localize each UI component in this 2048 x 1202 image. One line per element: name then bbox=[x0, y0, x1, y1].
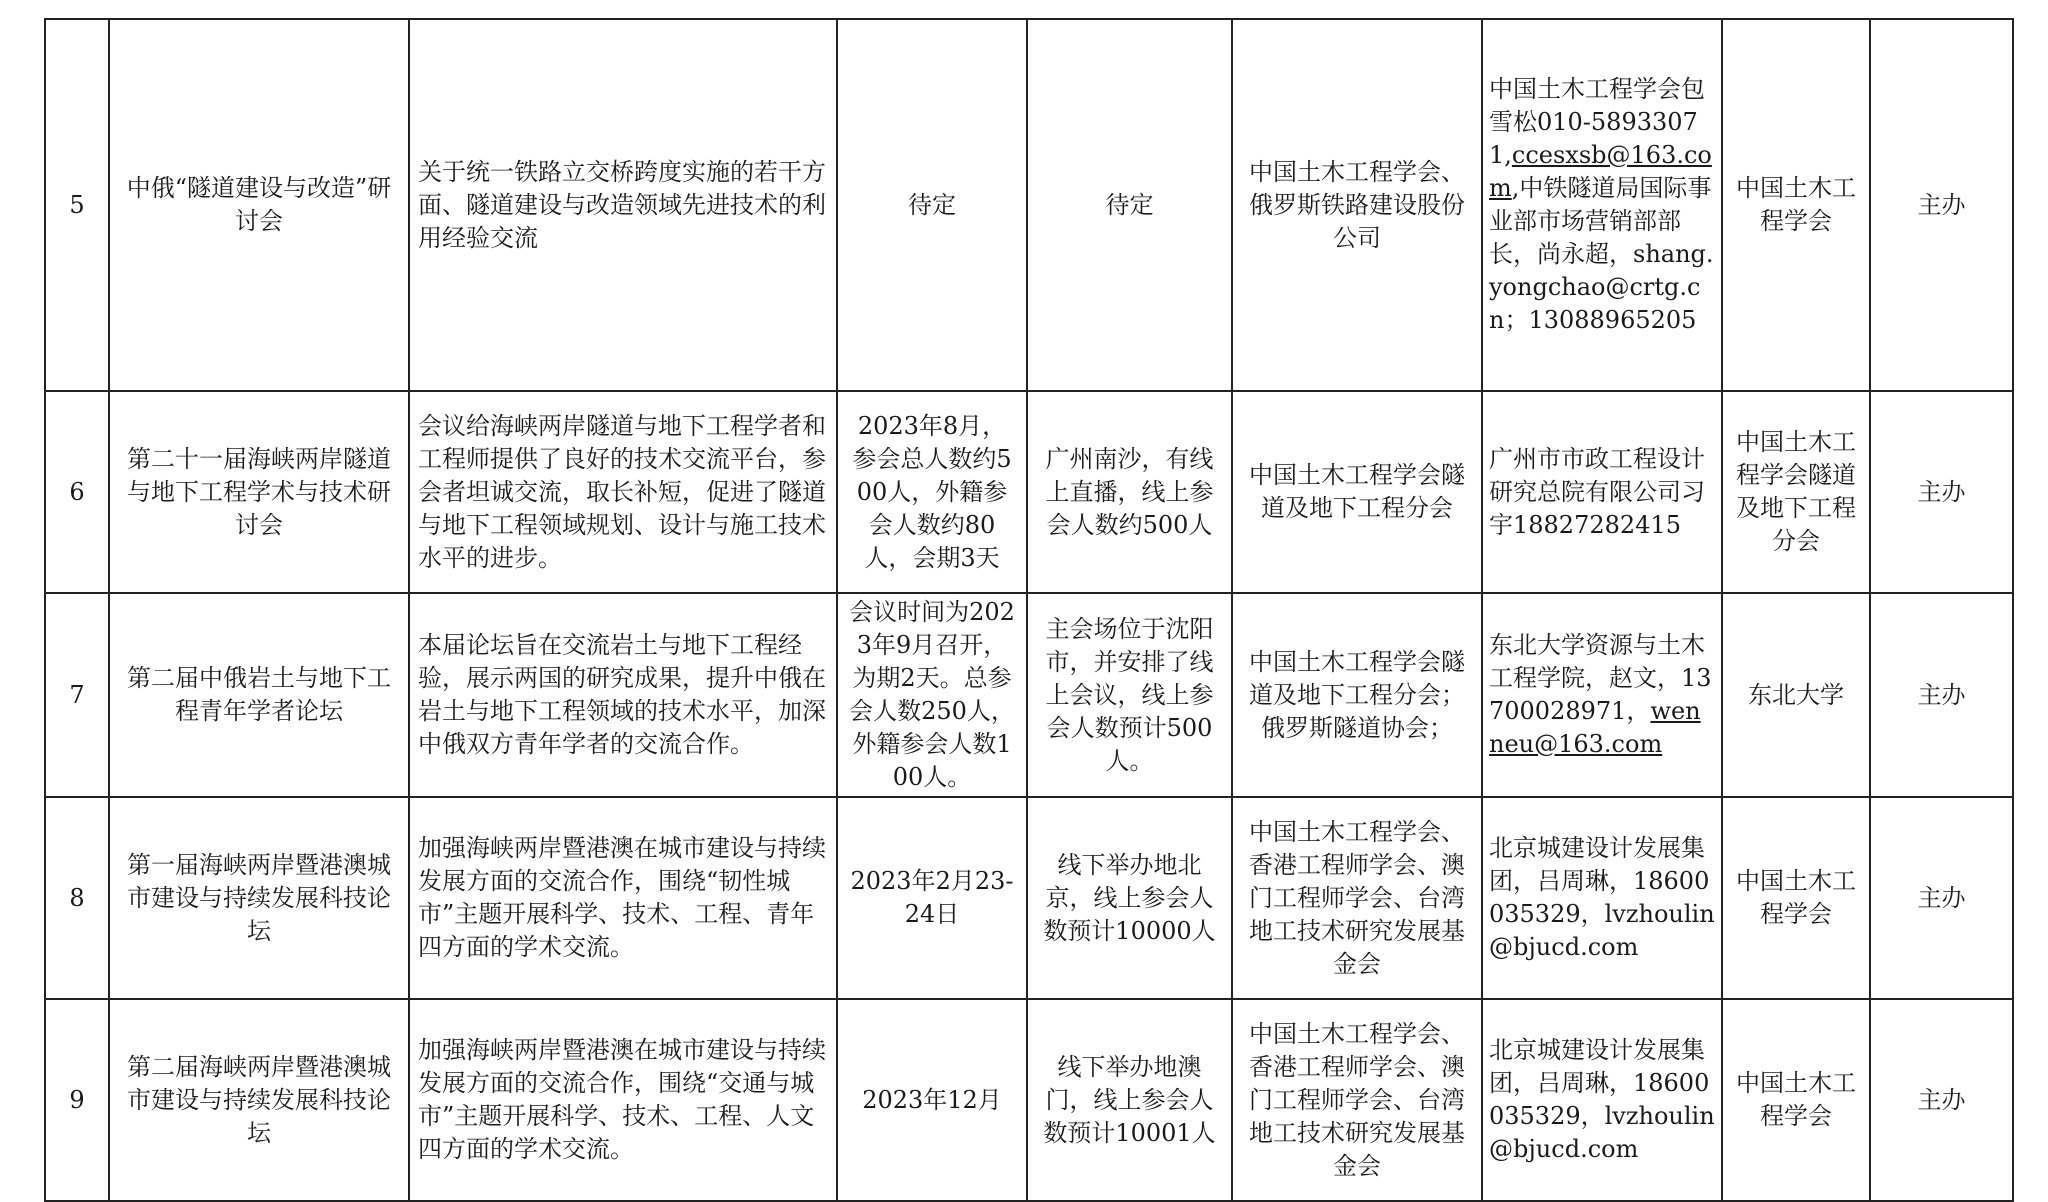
contact-text: 东北大学资源与土木工程学院，赵文，13700028971， bbox=[1489, 631, 1712, 725]
host-unit: 东北大学 bbox=[1722, 593, 1870, 797]
table-row bbox=[45, 391, 2013, 593]
conference-place: 线下举办地北京，线上参会人数预计10000人 bbox=[1027, 797, 1232, 999]
conference-time: 会议时间为2023年9月召开，为期2天。总参会人数250人，外籍参会人数100人。 bbox=[837, 593, 1027, 797]
contact-info bbox=[1482, 797, 1722, 999]
table-row bbox=[45, 593, 2013, 797]
conference-organizer: 中国土木工程学会隧道及地下工程分会；俄罗斯隧道协会； bbox=[1232, 593, 1482, 797]
contact-info bbox=[1482, 999, 1722, 1201]
conference-time: 待定 bbox=[837, 19, 1027, 391]
conference-place: 线下举办地澳门，线上参会人数预计10001人 bbox=[1027, 999, 1232, 1201]
host-role: 主办 bbox=[1870, 19, 2013, 391]
contact-text: 广州市市政工程设计研究总院有限公司习宇18827282415 bbox=[1489, 444, 1705, 539]
conference-content: 会议给海峡两岸隧道与地下工程学者和工程师提供了良好的技术交流平台，参会者坦诚交流，取长补短，促进了隧道与地下工程领域规划、设计与施工技术水平的进步。 bbox=[409, 391, 837, 593]
host-role: 主办 bbox=[1870, 391, 2013, 593]
row-number: 5 bbox=[45, 19, 109, 391]
conference-name: 第二届中俄岩土与地下工程青年学者论坛 bbox=[109, 593, 409, 797]
conference-organizer: 中国土木工程学会隧道及地下工程分会 bbox=[1232, 391, 1482, 593]
conference-table bbox=[44, 18, 2014, 1202]
row-number: 6 bbox=[45, 391, 109, 593]
host-unit: 中国土木工程学会 bbox=[1722, 19, 1870, 391]
contact-text: ,中铁隧道局国际事业部市场营销部部长，尚永超，shang.yongchao@crtg.cn；13088965205 bbox=[1489, 174, 1714, 334]
conference-place: 待定 bbox=[1027, 19, 1232, 391]
row-number: 8 bbox=[45, 797, 109, 999]
host-unit: 中国土木工程学会隧道及地下工程分会 bbox=[1722, 391, 1870, 593]
contact-text: 中国土木工程学会包雪松010-58933071, bbox=[1489, 75, 1705, 169]
contact-info bbox=[1482, 593, 1722, 797]
row-number: 7 bbox=[45, 593, 109, 797]
host-role: 主办 bbox=[1870, 593, 2013, 797]
contact-info bbox=[1482, 391, 1722, 593]
conference-name: 第一届海峡两岸暨港澳城市建设与持续发展科技论坛 bbox=[109, 797, 409, 999]
contact-text: 北京城建设计发展集团，吕周琳，18600035329，lvzhoulin@bjucd.com bbox=[1489, 1036, 1715, 1163]
document-sheet bbox=[44, 18, 2012, 1202]
conference-content: 本届论坛旨在交流岩土与地下工程经验，展示两国的研究成果，提升中俄在岩土与地下工程领域的技术水平，加深中俄双方青年学者的交流合作。 bbox=[409, 593, 837, 797]
host-role: 主办 bbox=[1870, 999, 2013, 1201]
contact-email-link[interactable]: wenneu@163.com bbox=[1489, 697, 1701, 758]
conference-time: 2023年2月23-24日 bbox=[837, 797, 1027, 999]
contact-info bbox=[1482, 19, 1722, 391]
row-number: 9 bbox=[45, 999, 109, 1201]
conference-content: 加强海峡两岸暨港澳在城市建设与持续发展方面的交流合作，围绕“韧性城市”主题开展科学、技术、工程、青年四方面的学术交流。 bbox=[409, 797, 837, 999]
conference-organizer: 中国土木工程学会、香港工程师学会、澳门工程师学会、台湾地工技术研究发展基金会 bbox=[1232, 999, 1482, 1201]
table-row bbox=[45, 999, 2013, 1201]
contact-text: 北京城建设计发展集团，吕周琳，18600035329，lvzhoulin@bjucd.com bbox=[1489, 834, 1715, 961]
host-unit: 中国土木工程学会 bbox=[1722, 797, 1870, 999]
table-row bbox=[45, 19, 2013, 391]
conference-time: 2023年8月，参会总人数约500人，外籍参会人数约80人，会期3天 bbox=[837, 391, 1027, 593]
host-role: 主办 bbox=[1870, 797, 2013, 999]
table-row bbox=[45, 797, 2013, 999]
conference-name: 第二届海峡两岸暨港澳城市建设与持续发展科技论坛 bbox=[109, 999, 409, 1201]
conference-organizer: 中国土木工程学会、俄罗斯铁路建设股份公司 bbox=[1232, 19, 1482, 391]
host-unit: 中国土木工程学会 bbox=[1722, 999, 1870, 1201]
conference-content: 加强海峡两岸暨港澳在城市建设与持续发展方面的交流合作，围绕“交通与城市”主题开展科学、技术、工程、人文四方面的学术交流。 bbox=[409, 999, 837, 1201]
contact-email-link[interactable]: ccesxsb@163.com bbox=[1489, 141, 1712, 202]
conference-place: 主会场位于沈阳市，并安排了线上会议，线上参会人数预计500人。 bbox=[1027, 593, 1232, 797]
conference-name: 第二十一届海峡两岸隧道与地下工程学术与技术研讨会 bbox=[109, 391, 409, 593]
conference-organizer: 中国土木工程学会、香港工程师学会、澳门工程师学会、台湾地工技术研究发展基金会 bbox=[1232, 797, 1482, 999]
conference-name: 中俄“隧道建设与改造”研讨会 bbox=[109, 19, 409, 391]
conference-place: 广州南沙，有线上直播，线上参会人数约500人 bbox=[1027, 391, 1232, 593]
conference-time: 2023年12月 bbox=[837, 999, 1027, 1201]
conference-content: 关于统一铁路立交桥跨度实施的若干方面、隧道建设与改造领域先进技术的利用经验交流 bbox=[409, 19, 837, 391]
